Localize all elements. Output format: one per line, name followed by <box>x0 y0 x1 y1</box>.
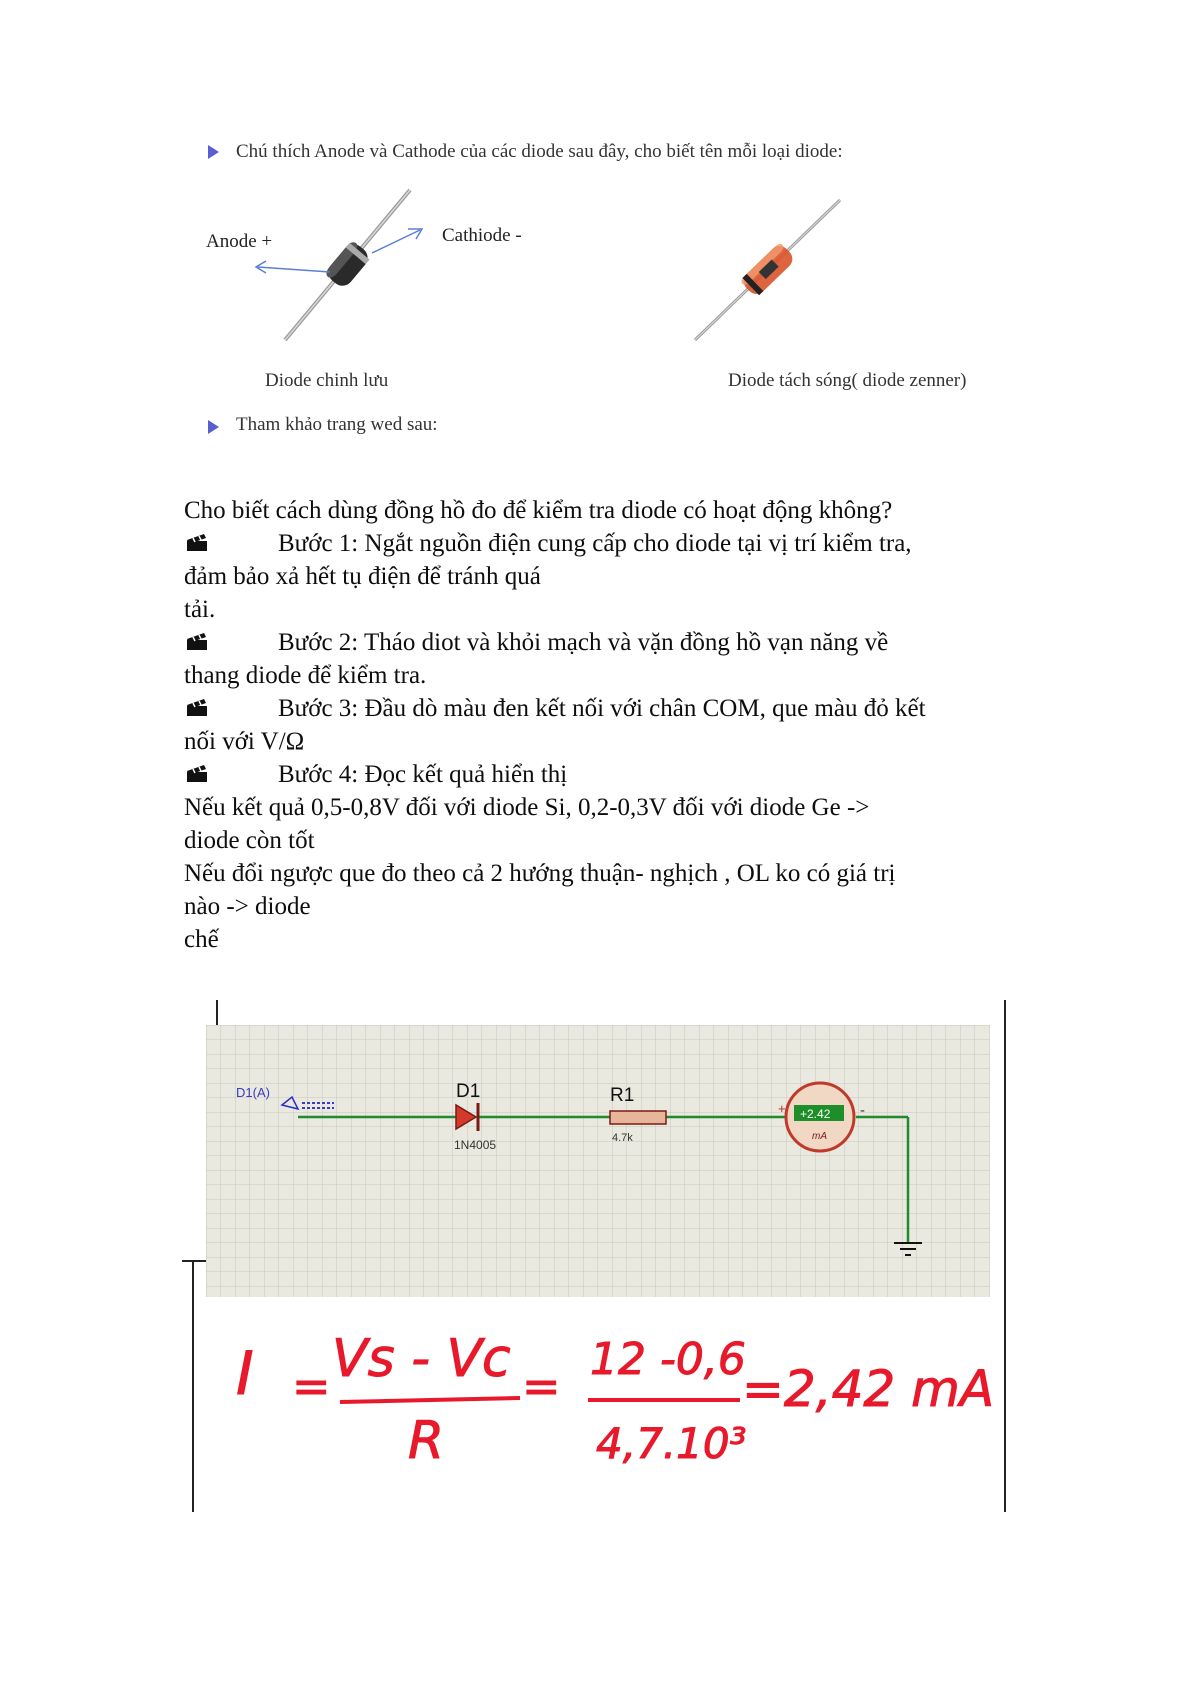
clapperboard-icon <box>186 534 208 552</box>
svg-text:=: = <box>522 1359 561 1413</box>
bullet-arrow-icon <box>208 420 219 434</box>
question-heading: Cho biết cách dùng đồng hồ đo để kiểm tra diode có hoạt động không? <box>184 497 893 524</box>
step2-line1: Bước 2: Tháo diot và khỏi mạch và vặn đồng hồ vạn năng về <box>278 629 889 656</box>
circuit-schematic <box>206 1025 990 1297</box>
svg-text:12 -0,6: 12 -0,6 <box>590 1334 746 1385</box>
bullet-text-2: Tham khảo trang wed sau: <box>236 414 438 435</box>
step3-line2: nối với V/Ω <box>184 728 305 755</box>
clapperboard-icon <box>186 699 208 717</box>
svg-text:mA: mA <box>812 1131 827 1142</box>
caption-zener: Diode tách sóng( diode zenner) <box>728 370 967 391</box>
frame-line-left <box>192 1260 194 1512</box>
svg-text:Vs - Vc: Vs - Vc <box>332 1329 511 1389</box>
svg-text:-: - <box>860 1102 865 1119</box>
result-line2: diode còn tốt <box>184 827 315 854</box>
result-line1: Nếu kết quả 0,5-0,8V đối với diode Si, 0,2-0,3V đối với diode Ge -> <box>184 794 870 821</box>
handwritten-formula <box>220 1312 1000 1472</box>
svg-text:4,7.10³: 4,7.10³ <box>596 1419 747 1468</box>
svg-text:+: + <box>778 1101 786 1116</box>
bullet-text-1: Chú thích Anode và Cathode của các diode sau đây, cho biết tên mỗi loại diode: <box>236 141 843 162</box>
clapperboard-icon <box>186 765 208 783</box>
svg-text:1N4005: 1N4005 <box>454 1138 497 1152</box>
step2-line2: thang diode để kiểm tra. <box>184 662 427 689</box>
svg-text:D1: D1 <box>456 1081 481 1102</box>
svg-text:=2,42 mA: =2,42 mA <box>742 1360 995 1418</box>
caption-rectifier: Diode chinh lưu <box>265 370 389 391</box>
svg-text:+2.42: +2.42 <box>800 1107 831 1121</box>
svg-text:4.7k: 4.7k <box>612 1132 633 1144</box>
clapperboard-icon <box>186 633 208 651</box>
svg-text:=: = <box>292 1359 331 1413</box>
reverse-line3: chế <box>184 926 219 953</box>
step1-line2: đảm bảo xả hết tụ điện để tránh quá <box>184 563 541 590</box>
reverse-line2: nào -> diode <box>184 893 311 920</box>
svg-text:I: I <box>236 1339 254 1409</box>
reverse-line1: Nếu đổi ngược que đo theo cả 2 hướng thuận- nghịch , OL ko có giá trị <box>184 860 896 887</box>
zener-diode-image <box>690 195 850 345</box>
svg-text:R: R <box>408 1411 445 1471</box>
step4-line1: Bước 4: Đọc kết quả hiển thị <box>278 761 568 788</box>
resistor-symbol <box>610 1111 666 1124</box>
step1-line1: Bước 1: Ngắt nguồn điện cung cấp cho diode tại vị trí kiểm tra, <box>278 530 912 557</box>
anode-label: Anode + <box>206 231 273 252</box>
step1-line3: tải. <box>184 596 216 623</box>
cathode-label: Cathiode - <box>442 225 522 246</box>
step3-line1: Bước 3: Đầu dò màu đen kết nối với chân COM, que màu đỏ kết <box>278 695 926 722</box>
bullet-arrow-icon <box>208 145 219 159</box>
frame-line-right <box>1004 1000 1006 1512</box>
source-label: D1(A) <box>236 1085 270 1100</box>
svg-text:R1: R1 <box>610 1085 635 1106</box>
